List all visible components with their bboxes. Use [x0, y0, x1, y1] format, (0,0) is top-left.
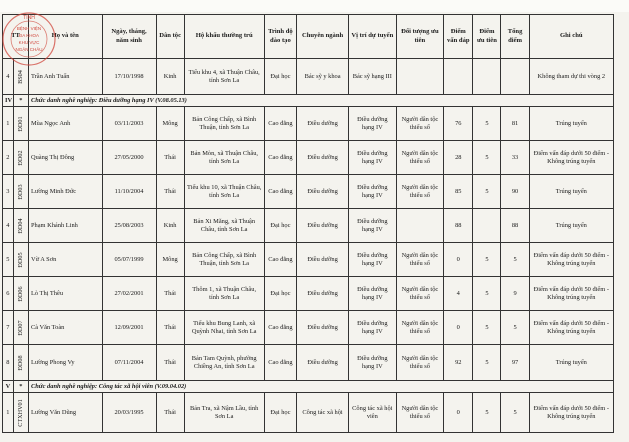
header-total: Tổng điểm [501, 15, 529, 59]
row-address: Bản Tam Quỳnh, phường Chiềng An, tỉnh Sơn La [184, 345, 264, 381]
row-name: Lường Văn Dũng [28, 393, 102, 433]
row-note: Điểm vấn đáp dưới 50 điểm - Không trúng tuyển [529, 393, 613, 433]
row-note: Điểm vấn đáp dưới 50 điểm - Không trúng tuyển [529, 277, 613, 311]
row-major: Điều dưỡng [297, 311, 349, 345]
row-bonus: 5 [473, 107, 501, 141]
section-star: * [13, 95, 28, 107]
row-priority: Người dân tộc thiểu số [396, 243, 444, 277]
row-note: Không tham dự thi vòng 2 [529, 59, 613, 95]
row-interview: 28 [444, 141, 473, 175]
row-dob: 11/10/2004 [102, 175, 156, 209]
row-priority: Người dân tộc thiểu số [396, 311, 444, 345]
row-bonus: 5 [473, 393, 501, 433]
section-number: IV [3, 95, 14, 107]
row-bonus [473, 59, 501, 95]
row-dob: 12/09/2001 [102, 311, 156, 345]
row-address: Thôm 1, xã Thuận Châu, tỉnh Sơn La [184, 277, 264, 311]
row-level: Đại học [264, 393, 296, 433]
table-row [3, 175, 614, 209]
row-position: Công tác xã hội viên [349, 393, 397, 433]
table-row [3, 59, 614, 95]
row-total: 9 [501, 277, 529, 311]
header-position: Vị trí dự tuyển [349, 15, 397, 59]
row-address: Bản Công Chấp, xã Bình Thuận, tỉnh Sơn La [184, 243, 264, 277]
header-stt: TT [3, 15, 29, 59]
row-major: Điều dưỡng [297, 141, 349, 175]
row-ethnic: Kinh [156, 59, 184, 95]
row-name: Lường Phong Vy [28, 345, 102, 381]
header-interview: Điểm vấn đáp [444, 15, 473, 59]
row-code: BS04 [13, 59, 28, 95]
row-total: 81 [501, 107, 529, 141]
svg-text:KHU VỰC: KHU VỰC [18, 40, 40, 45]
row-position: Điều dưỡng hạng IV [349, 209, 397, 243]
row-address: Bản Xi Măng, xã Thuận Châu, tỉnh Sơn La [184, 209, 264, 243]
row-interview: 88 [444, 209, 473, 243]
row-bonus: 5 [473, 277, 501, 311]
header-note: Ghi chú [529, 15, 613, 59]
row-ethnic: Thái [156, 345, 184, 381]
row-position: Điều dưỡng hạng IV [349, 345, 397, 381]
table-row [3, 107, 614, 141]
row-position: Điều dưỡng hạng IV [349, 107, 397, 141]
row-total: 5 [501, 243, 529, 277]
row-name: Phạm Khánh Linh [28, 209, 102, 243]
row-name: Vừ A Sơn [28, 243, 102, 277]
row-interview [444, 59, 473, 95]
row-stt: 8 [3, 345, 14, 381]
row-interview: 76 [444, 107, 473, 141]
row-address: Tiểu khu 10, xã Thuận Châu, tỉnh Sơn La [184, 175, 264, 209]
table-row [3, 393, 614, 433]
row-ethnic: Thái [156, 141, 184, 175]
row-ethnic: Mông [156, 107, 184, 141]
row-name: Lò Thị Thêu [28, 277, 102, 311]
row-code: ĐD04 [13, 209, 28, 243]
row-level: Cao đẳng [264, 345, 296, 381]
row-level: Cao đẳng [264, 311, 296, 345]
row-name: Cà Văn Toàn [28, 311, 102, 345]
row-major: Điều dưỡng [297, 277, 349, 311]
table-row [3, 277, 614, 311]
table-header-row [3, 15, 614, 59]
section-title: Chức danh nghề nghiệp: Điều dưỡng hạng IV (V.08.05.13) [28, 95, 613, 107]
row-interview: 0 [444, 393, 473, 433]
row-bonus: 5 [473, 243, 501, 277]
row-address: Bản Công Chấp, xã Bình Thuận, tỉnh Sơn La [184, 107, 264, 141]
row-total: 88 [501, 209, 529, 243]
row-interview: 0 [444, 311, 473, 345]
row-interview: 4 [444, 277, 473, 311]
row-level: Đại học [264, 59, 296, 95]
row-level: Cao đẳng [264, 141, 296, 175]
row-code: ĐD06 [13, 277, 28, 311]
row-bonus: 5 [473, 345, 501, 381]
row-level: Đại học [264, 209, 296, 243]
row-major: Bác sỹ y khoa [297, 59, 349, 95]
row-position: Điều dưỡng hạng IV [349, 311, 397, 345]
row-interview: 85 [444, 175, 473, 209]
row-name: Lường Minh Đức [28, 175, 102, 209]
row-major: Điều dưỡng [297, 175, 349, 209]
svg-text:TỈNH: TỈNH [23, 15, 35, 21]
row-code: CTXHV01 [13, 393, 28, 433]
row-position: Bác sỹ hạng III [349, 59, 397, 95]
row-position: Điều dưỡng hạng IV [349, 175, 397, 209]
row-position: Điều dưỡng hạng IV [349, 277, 397, 311]
row-address: Tiểu khu Bung Lanh, xã Quỳnh Nhai, tỉnh Sơn La [184, 311, 264, 345]
row-major: Điều dưỡng [297, 345, 349, 381]
row-note: Điểm vấn đáp dưới 50 điểm - Không trúng tuyển [529, 311, 613, 345]
row-name: Mùa Ngọc Anh [28, 107, 102, 141]
section-number: V [3, 381, 14, 393]
table-row [3, 311, 614, 345]
table-row [3, 141, 614, 175]
row-stt: 5 [3, 243, 14, 277]
row-dob: 25/08/2003 [102, 209, 156, 243]
section-row-iv [3, 95, 614, 107]
row-note: Điểm vấn đáp dưới 50 điểm - Không trúng tuyển [529, 141, 613, 175]
row-total [501, 59, 529, 95]
row-bonus: 5 [473, 141, 501, 175]
row-note: Trúng tuyển [529, 175, 613, 209]
row-address: Bản Mòn, xã Thuận Châu, tỉnh Sơn La [184, 141, 264, 175]
row-priority: Người dân tộc thiểu số [396, 175, 444, 209]
row-ethnic: Thái [156, 393, 184, 433]
row-level: Đại học [264, 277, 296, 311]
row-code: ĐD03 [13, 175, 28, 209]
row-stt: 1 [3, 393, 14, 433]
row-stt: 4 [3, 209, 14, 243]
row-name: Trần Anh Tuấn [28, 59, 102, 95]
row-dob: 20/03/1995 [102, 393, 156, 433]
row-stt: 1 [3, 107, 14, 141]
header-address: Hộ khẩu thường trú [184, 15, 264, 59]
row-note: Điểm vấn đáp dưới 50 điểm - Không trúng tuyển [529, 243, 613, 277]
row-ethnic: Thái [156, 175, 184, 209]
row-priority: Người dân tộc thiểu số [396, 393, 444, 433]
row-priority [396, 59, 444, 95]
row-stt: 7 [3, 311, 14, 345]
row-code: ĐD01 [13, 107, 28, 141]
row-stt: 2 [3, 141, 14, 175]
header-priority: Đối tượng ưu tiên [396, 15, 444, 59]
row-ethnic: Thái [156, 311, 184, 345]
row-stt: 6 [3, 277, 14, 311]
row-name: Quàng Thị Đông [28, 141, 102, 175]
row-level: Cao đẳng [264, 107, 296, 141]
row-total: 97 [501, 345, 529, 381]
row-total: 5 [501, 311, 529, 345]
row-dob: 27/05/2000 [102, 141, 156, 175]
row-priority: Người dân tộc thiểu số [396, 141, 444, 175]
row-total: 33 [501, 141, 529, 175]
header-major: Chuyên ngành [297, 15, 349, 59]
section-row-v [3, 381, 614, 393]
header-name: Họ và tên [28, 15, 102, 59]
row-code: ĐD08 [13, 345, 28, 381]
row-dob: 03/11/2003 [102, 107, 156, 141]
header-bonus: Điểm ưu tiên [473, 15, 501, 59]
section-title: Chức danh nghề nghiệp: Công tác xã hội viên (V.09.04.02) [28, 381, 613, 393]
section-star: * [13, 381, 28, 393]
svg-text:NGẬN CHÂU: NGẬN CHÂU [15, 47, 43, 52]
header-ethnic: Dân tộc [156, 15, 184, 59]
svg-text:BỆNH VIỆN: BỆNH VIỆN [16, 26, 42, 31]
row-interview: 0 [444, 243, 473, 277]
row-note: Trúng tuyển [529, 345, 613, 381]
row-major: Điều dưỡng [297, 243, 349, 277]
row-bonus: 5 [473, 311, 501, 345]
row-code: ĐD02 [13, 141, 28, 175]
table-row [3, 209, 614, 243]
row-ethnic: Mông [156, 243, 184, 277]
header-dob: Ngày, tháng, năm sinh [102, 15, 156, 59]
row-bonus: 5 [473, 175, 501, 209]
table-row [3, 345, 614, 381]
row-note: Trúng tuyển [529, 209, 613, 243]
row-ethnic: Thái [156, 277, 184, 311]
row-interview: 92 [444, 345, 473, 381]
row-stt: 3 [3, 175, 14, 209]
row-address: Bản Tra, xã Nậm Lầu, tỉnh Sơn La [184, 393, 264, 433]
row-dob: 05/07/1999 [102, 243, 156, 277]
row-address: Tiểu khu 4, xã Thuận Châu, tỉnh Sơn La [184, 59, 264, 95]
row-bonus [473, 209, 501, 243]
svg-text:ĐA KHOA: ĐA KHOA [18, 33, 40, 38]
row-stt: 4 [3, 59, 14, 95]
row-priority: Người dân tộc thiểu số [396, 345, 444, 381]
row-ethnic: Kinh [156, 209, 184, 243]
row-priority [396, 209, 444, 243]
row-code: ĐD05 [13, 243, 28, 277]
row-major: Điều dưỡng [297, 209, 349, 243]
header-level: Trình độ đào tạo [264, 15, 296, 59]
table-row [3, 243, 614, 277]
row-position: Điều dưỡng hạng IV [349, 141, 397, 175]
row-major: Điều dưỡng [297, 107, 349, 141]
row-dob: 27/02/2001 [102, 277, 156, 311]
row-dob: 17/10/1998 [102, 59, 156, 95]
row-level: Cao đẳng [264, 243, 296, 277]
page-top-edge [0, 0, 629, 12]
row-priority: Người dân tộc thiểu số [396, 277, 444, 311]
results-table [2, 14, 614, 433]
row-level: Cao đẳng [264, 175, 296, 209]
row-major: Công tác xã hội [297, 393, 349, 433]
row-total: 90 [501, 175, 529, 209]
row-code: ĐD07 [13, 311, 28, 345]
row-total: 5 [501, 393, 529, 433]
row-dob: 07/11/2004 [102, 345, 156, 381]
row-note: Trúng tuyển [529, 107, 613, 141]
row-position: Điều dưỡng hạng IV [349, 243, 397, 277]
row-priority: Người dân tộc thiểu số [396, 107, 444, 141]
